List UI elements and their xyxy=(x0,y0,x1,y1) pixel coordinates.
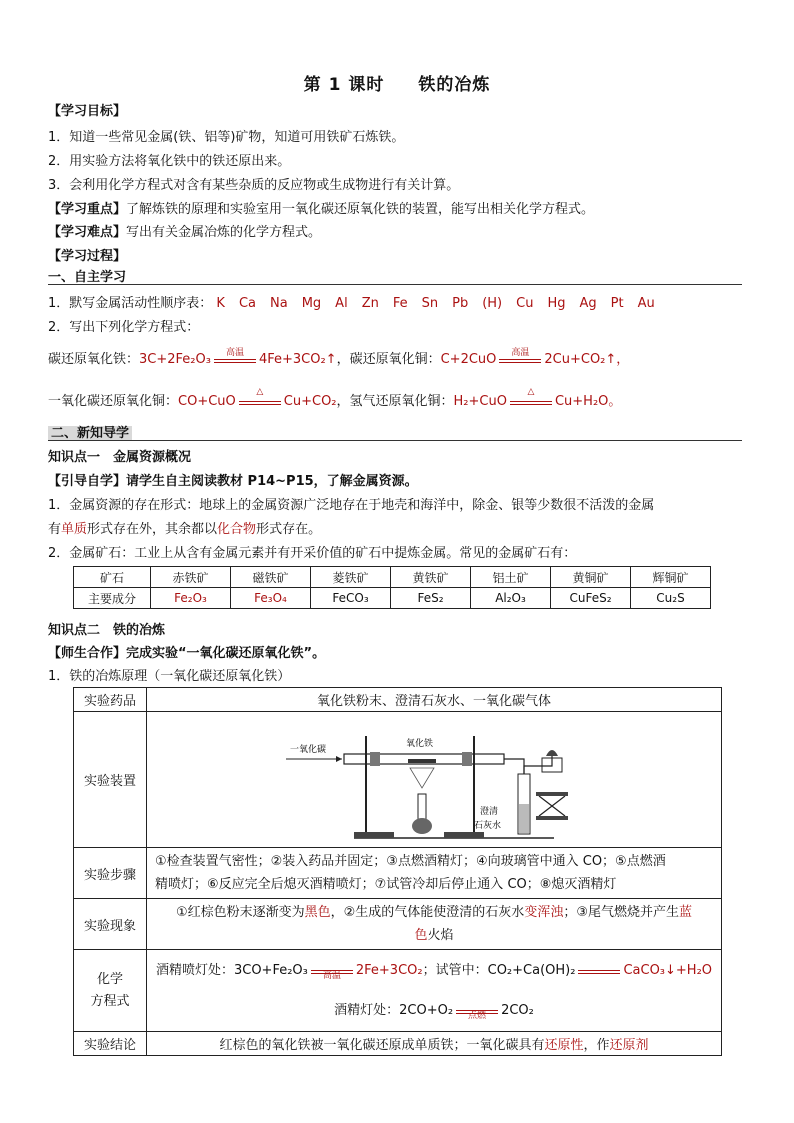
lesson-number: 第 1 课时 xyxy=(303,75,385,95)
equation-line: 酒精喷灯处：3CO+Fe₂O₃ 高温 2Fe+3CO₂；试管中：CO₂+Ca(OH)₂ CaCO₃↓+H₂O xyxy=(147,951,721,991)
metal-symbol: Ca xyxy=(238,296,256,311)
phenomena-line: 色火焰 xyxy=(414,928,454,943)
phenomena-cell xyxy=(147,899,722,950)
table-header: 矿石 xyxy=(74,567,151,588)
reaction-arrow xyxy=(497,348,543,365)
apparatus-label: 实验装置 xyxy=(74,712,147,848)
eq-right: Cu+CO₂ xyxy=(283,394,337,409)
table-row xyxy=(74,848,722,899)
eq-label: ，碳还原氧化铜： xyxy=(336,352,441,367)
eq-right: Cu+H₂O。 xyxy=(554,394,622,409)
difficulty-heading: 【学习难点】 xyxy=(48,225,127,240)
metal-symbol: (H) xyxy=(482,296,503,311)
eq-label: ，氢气还原氧化铜： xyxy=(336,394,454,409)
drugs-label: 实验药品 xyxy=(74,688,147,712)
ore-table xyxy=(73,566,711,609)
equation-line-1 xyxy=(48,348,629,367)
resource-form-line-2: 有单质形式存在外，其余都以化合物形式存在。 xyxy=(48,522,322,537)
resource-form-line-1: 1．金属资源的存在形式：地球上的金属资源广泛地存在于地壳和海洋中，除金、银等少数很不活泼的金属 xyxy=(48,498,655,513)
ore-name: 铝土矿 xyxy=(471,567,551,588)
label-co: 一氧化碳 xyxy=(290,744,327,755)
coop-line: 【师生合作】完成实验“一氧化碳还原氧化铁”。 xyxy=(48,646,326,661)
metal-symbol: Au xyxy=(637,296,655,311)
metal-symbol: Pt xyxy=(610,296,624,311)
metal-symbol: Na xyxy=(270,296,288,311)
eq-label: 碳还原氧化铁： xyxy=(48,352,140,367)
metal-symbol: Hg xyxy=(547,296,566,311)
lesson-topic: 铁的冶炼 xyxy=(418,75,491,95)
goal-item: 3．会利用化学方程式对含有某些杂质的反应物或生成物进行有关计算。 xyxy=(48,178,460,193)
ore-name: 磁铁矿 xyxy=(231,567,311,588)
metal-symbol: Fe xyxy=(392,296,408,311)
goal-item: 2．用实验方法将氧化铁中的铁还原出来。 xyxy=(48,154,291,169)
phenomena-label: 实验现象 xyxy=(74,899,147,950)
ore-name: 菱铁矿 xyxy=(311,567,391,588)
ore-name: 黄铜矿 xyxy=(551,567,631,588)
activity-series-line xyxy=(48,292,655,311)
reaction-condition: 高温 xyxy=(322,970,341,981)
difficulty-line xyxy=(48,221,321,240)
reaction-arrow xyxy=(508,387,554,407)
activity-series-label: 1．默写金属活动性顺序表： xyxy=(48,296,213,311)
eq-left: H₂+CuO xyxy=(453,394,507,409)
eq-left: 3C+2Fe₂O₃ xyxy=(139,352,211,367)
self-study-heading: 一、自主学习 xyxy=(48,270,127,285)
ore-component: FeCO₃ xyxy=(311,588,391,609)
metal-symbol: Cu xyxy=(516,296,534,311)
equation-cell xyxy=(147,950,722,1032)
focus-text: 了解炼铁的原理和实验室用一氧化碳还原氧化铁的装置，能写出相关化学方程式。 xyxy=(126,202,595,217)
focus-line xyxy=(48,198,594,217)
new-knowledge-heading: 二、新知导学 xyxy=(48,422,132,441)
reaction-condition: 高温 xyxy=(225,348,244,358)
apparatus-diagram xyxy=(284,716,584,844)
reaction-condition: 高温 xyxy=(511,348,530,358)
table-row xyxy=(74,567,711,588)
metal-symbol: Ag xyxy=(579,296,597,311)
guide-line: 【引导自学】请学生自主阅读教材 P14~P15，了解金属资源。 xyxy=(48,474,418,489)
eq-label: 一氧化碳还原氧化铜： xyxy=(48,394,179,409)
metal-symbol: Mg xyxy=(301,296,322,311)
ore-line: 2．金属矿石：工业上从含有金属元素并有开采价值的矿石中提炼金属。常见的金属矿石有： xyxy=(48,546,577,561)
activity-series xyxy=(216,296,654,311)
ore-name: 辉铜矿 xyxy=(631,567,711,588)
label-fe2o3: 氧化铁 xyxy=(406,738,434,749)
eq-left: CO+CuO xyxy=(178,394,236,409)
steps-cell xyxy=(147,848,722,899)
steps-line: 精喷灯；⑥反应完全后熄灭酒精喷灯；⑦试管冷却后停止通入 CO；⑧熄灭酒精灯 xyxy=(155,877,617,892)
page-title xyxy=(0,70,794,95)
knowledge-point-1: 知识点一 金属资源概况 xyxy=(48,450,192,465)
steps-line: ①检查装置气密性；②装入药品并固定；③点燃酒精灯；④向玻璃管中通入 CO；⑤点燃酒 xyxy=(155,854,666,869)
table-row xyxy=(74,688,722,712)
conclusion-label: 实验结论 xyxy=(74,1032,147,1056)
ore-component: Al₂O₃ xyxy=(471,588,551,609)
label-limewater-1: 澄清 xyxy=(480,806,499,817)
process-heading: 【学习过程】 xyxy=(48,249,127,264)
goal-item: 1．知道一些常见金属(铁、铝等)矿物，知道可用铁矿石炼铁。 xyxy=(48,130,405,145)
goals-heading: 【学习目标】 xyxy=(48,104,127,119)
phenomena-line: ①红棕色粉末逐渐变为黑色，②生成的气体能使澄清的石灰水变浑浊；③尾气燃烧并产生蓝 xyxy=(175,905,692,920)
table-row xyxy=(74,899,722,950)
difficulty-text: 写出有关金属冶炼的化学方程式。 xyxy=(126,225,322,240)
equations-prompt: 2．写出下列化学方程式： xyxy=(48,320,200,335)
reaction-arrow xyxy=(309,962,355,981)
metal-symbol: Zn xyxy=(361,296,379,311)
table-row xyxy=(74,712,722,848)
steps-label: 实验步骤 xyxy=(74,848,147,899)
metal-symbol: Sn xyxy=(421,296,439,311)
table-row xyxy=(74,588,711,609)
eq-right: 2Cu+CO₂↑， xyxy=(544,352,630,367)
conclusion-cell: 红棕色的氧化铁被一氧化碳还原成单质铁；一氧化碳具有还原性，作还原剂 xyxy=(147,1032,722,1056)
table-header: 主要成分 xyxy=(74,588,151,609)
reaction-arrow xyxy=(212,348,258,365)
drugs-value: 氧化铁粉末、澄清石灰水、一氧化碳气体 xyxy=(147,688,722,712)
ore-component: FeS₂ xyxy=(391,588,471,609)
equation-line: 酒精灯处：2CO+O₂ 点燃 2CO₂ xyxy=(147,991,721,1031)
ore-component: Fe₃O₄ xyxy=(231,588,311,609)
ore-component: CuFeS₂ xyxy=(551,588,631,609)
knowledge-point-2: 知识点二 铁的冶炼 xyxy=(48,623,166,638)
equation-label: 化学 方程式 xyxy=(74,950,147,1032)
ore-name: 赤铁矿 xyxy=(151,567,231,588)
equation-line-2 xyxy=(48,387,622,409)
label-limewater-2: 石灰水 xyxy=(474,820,502,831)
metal-symbol: Pb xyxy=(452,296,469,311)
metal-symbol: K xyxy=(216,296,225,311)
reaction-condition: 点燃 xyxy=(468,1010,487,1021)
reaction-condition: △ xyxy=(256,387,264,397)
experiment-table xyxy=(73,687,722,1056)
table-row xyxy=(74,950,722,1032)
table-row xyxy=(74,1032,722,1056)
ore-component: Fe₂O₃ xyxy=(151,588,231,609)
eq-left: C+2CuO xyxy=(440,352,497,367)
apparatus-cell xyxy=(147,712,722,848)
focus-heading: 【学习重点】 xyxy=(48,202,127,217)
reaction-condition: △ xyxy=(527,387,535,397)
metal-symbol: Al xyxy=(335,296,348,311)
section-divider xyxy=(48,440,742,441)
principle-line: 1．铁的冶炼原理（一氧化碳还原氧化铁） xyxy=(48,669,291,684)
reaction-arrow xyxy=(576,962,622,976)
eq-right: 4Fe+3CO₂↑ xyxy=(258,352,337,367)
reaction-arrow xyxy=(237,387,283,407)
section-divider xyxy=(48,284,742,285)
ore-component: Cu₂S xyxy=(631,588,711,609)
reaction-arrow xyxy=(454,1002,500,1021)
ore-name: 黄铁矿 xyxy=(391,567,471,588)
